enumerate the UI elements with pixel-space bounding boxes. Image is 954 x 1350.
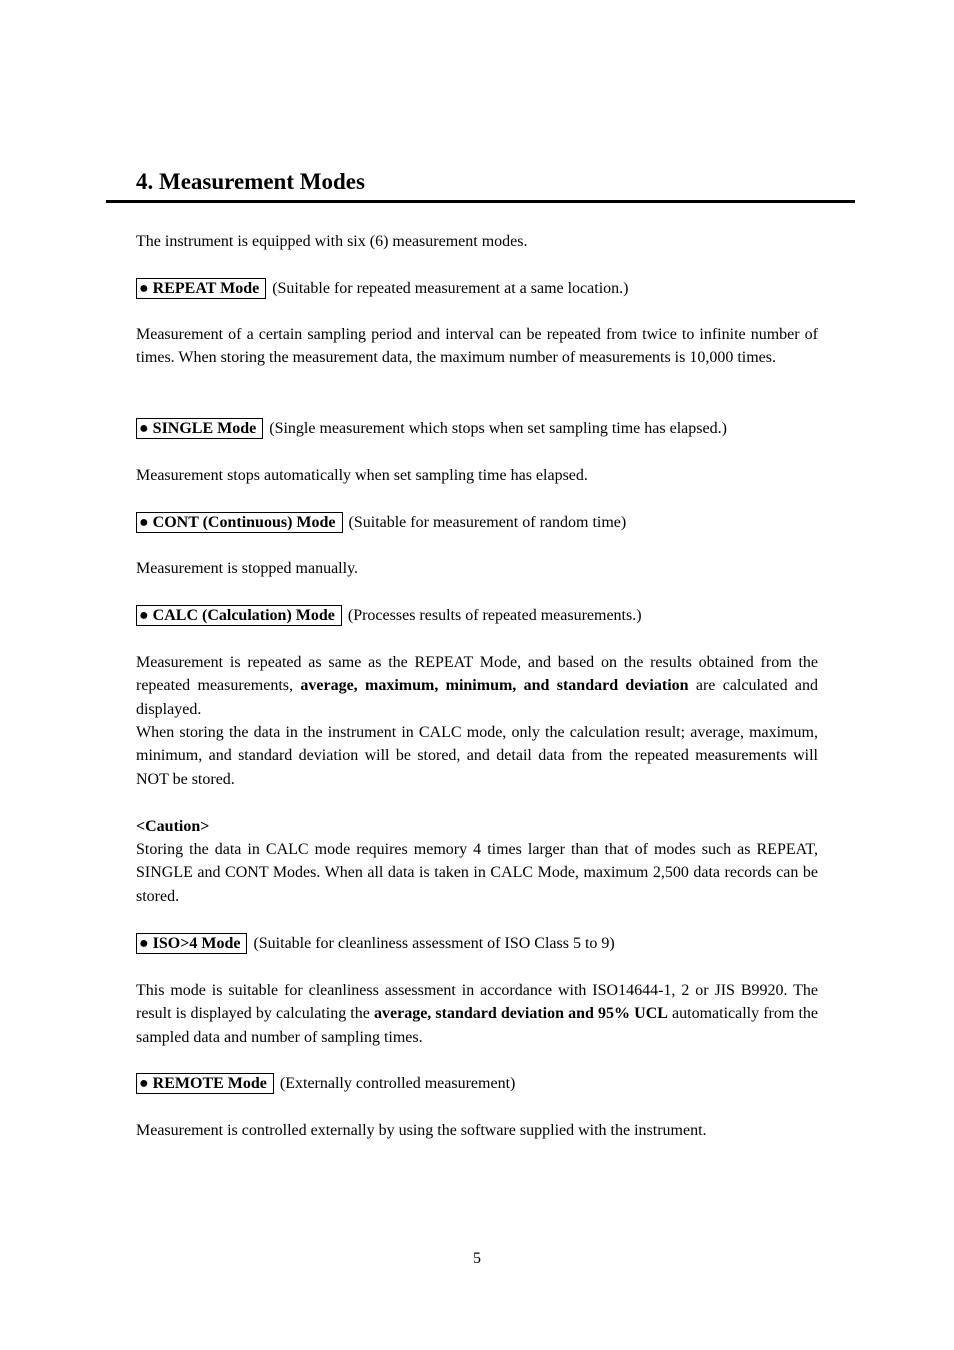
mode-desc-calc-storage: When storing the data in the instrument in CALC mode, only the calculation result; average, maximum, minimum, and standard deviation will be stored, and detail data from the repeated measurements will NOT be stored.: [136, 724, 818, 788]
mode-heading-repeat: [136, 277, 628, 300]
mode-note-single: (Single measurement which stops when set sampling time has elapsed.): [269, 420, 727, 437]
mode-heading-calc: [136, 604, 642, 627]
mode-desc-calc-bold: average, maximum, minimum, and standard deviation: [300, 677, 689, 695]
mode-desc-repeat: Measurement of a certain sampling period and interval can be repeated from twice to infinite number of times. When storing the measurement data, the maximum number of measurements is 10,000 times.: [136, 326, 818, 367]
page-number: 5: [473, 1250, 481, 1267]
mode-desc-iso-a: This mode is suitable for cleanliness assessment in accordance with ISO14644-1, 2 or JIS B9920. The result is displayed by calculating the: [136, 982, 818, 1023]
mode-heading-remote: [136, 1072, 515, 1095]
mode-label-remote: ● REMOTE Mode: [136, 1073, 274, 1094]
mode-label-repeat: ● REPEAT Mode: [136, 278, 266, 299]
mode-label-single: ● SINGLE Mode: [136, 418, 263, 439]
mode-desc-iso-b: automatically from the sampled data and number of sampling times.: [136, 1005, 818, 1046]
mode-label-calc: ● CALC (Calculation) Mode: [136, 605, 342, 626]
mode-label-iso: ● ISO>4 Mode: [136, 933, 247, 954]
mode-desc-iso: [136, 979, 818, 1049]
mode-note-repeat: (Suitable for repeated measurement at a same location.): [272, 280, 629, 297]
caution-title: <Caution>: [136, 818, 210, 835]
mode-desc-remote: Measurement is controlled externally by using the software supplied with the instrument.: [136, 1122, 707, 1139]
heading-rule: [106, 200, 855, 203]
mode-desc-calc-a: Measurement is repeated as same as the REPEAT Mode, and based on the results obtained from the repeated measurements,: [136, 654, 818, 695]
mode-desc-iso-bold: average, standard deviation and 95% UCL: [373, 1005, 668, 1023]
mode-label-cont: ● CONT (Continuous) Mode: [136, 512, 343, 533]
mode-note-cont: (Suitable for measurement of random time): [348, 514, 627, 531]
mode-desc-calc: [136, 651, 818, 721]
mode-heading-iso: [136, 932, 615, 955]
intro-text: The instrument is equipped with six (6) measurement modes.: [136, 233, 528, 250]
page-title: 4. Measurement Modes: [136, 169, 365, 194]
mode-desc-calc-b: are calculated and displayed.: [136, 677, 818, 718]
mode-note-iso: (Suitable for cleanliness assessment of ISO Class 5 to 9): [253, 935, 615, 952]
caution-text: Storing the data in CALC mode requires memory 4 times larger than that of modes such as REPEAT, SINGLE and CONT Modes. When all data is taken in CALC Mode, maximum 2,500 data records can be stored.: [136, 841, 818, 905]
mode-note-calc: (Processes results of repeated measurements.): [347, 607, 642, 624]
mode-heading-single: [136, 417, 727, 440]
mode-desc-cont: Measurement is stopped manually.: [136, 560, 359, 577]
mode-desc-single: Measurement stops automatically when set sampling time has elapsed.: [136, 467, 588, 484]
mode-heading-cont: [136, 511, 626, 534]
mode-note-remote: (Externally controlled measurement): [279, 1075, 516, 1092]
